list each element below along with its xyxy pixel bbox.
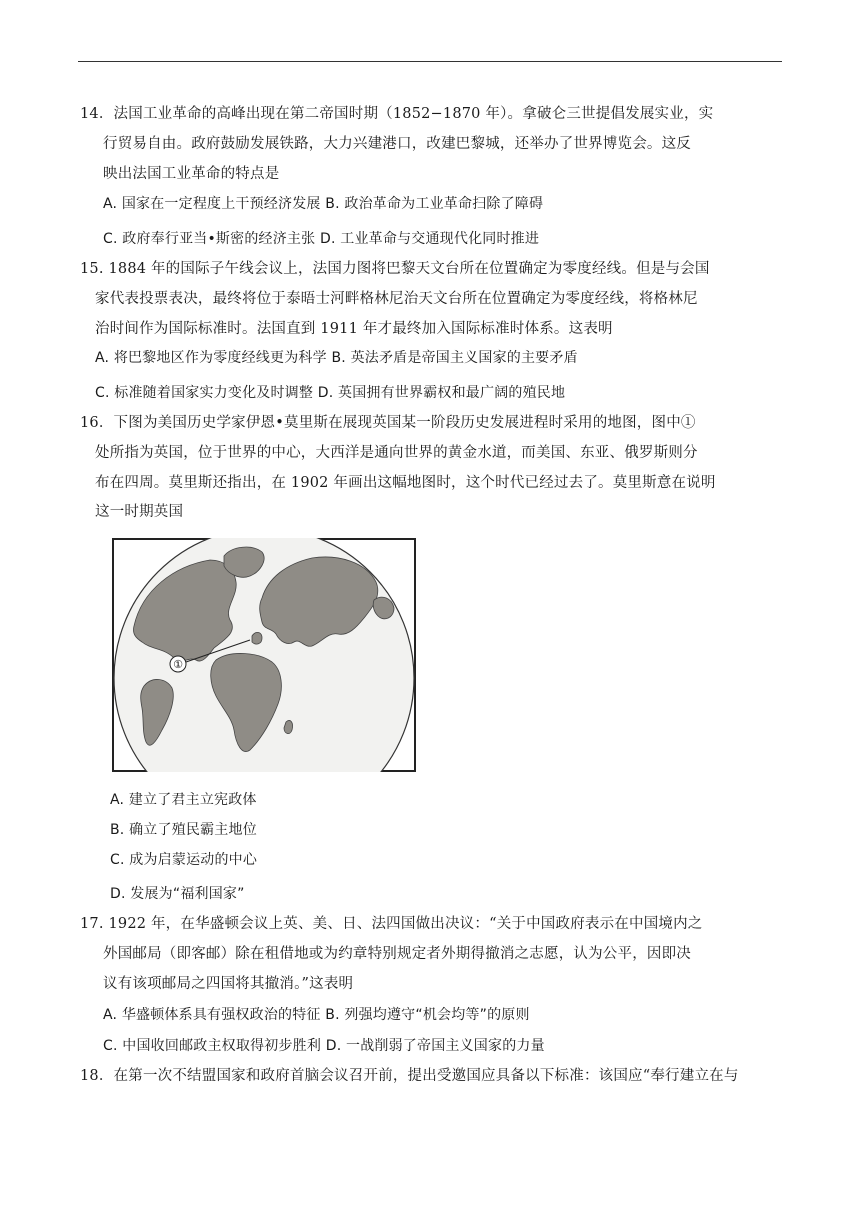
q16-stem-line-4: 这一时期英国: [95, 504, 184, 520]
q17-option-line-1[interactable]: A. 华盛顿体系具有强权政治的特征 B. 列强均遵守“机会均等”的原则: [103, 1007, 530, 1023]
q14-stem-line-1: 14．法国工业革命的高峰出现在第二帝国时期（1852−1870 年）。拿破仑三世提倡发展实业，实: [80, 106, 714, 122]
q16-option-c[interactable]: C. 成为启蒙运动的中心: [110, 852, 258, 868]
q18-stem-line-1: 18．在第一次不结盟国家和政府首脑会议召开前，提出受邀国应具备以下标准：该国应“奉行建立在与: [80, 1068, 739, 1084]
q15-stem-line-1: 15. 1884 年的国际子午线会议上，法国力图将巴黎天文台所在位置确定为零度经线。但是与会国: [80, 261, 710, 277]
q16-option-b[interactable]: B. 确立了殖民霸主地位: [110, 822, 257, 838]
q16-stem-line-2: 处所指为英国，位于世界的中心，大西洋是通向世界的黄金水道，而美国、东亚、俄罗斯则分: [95, 445, 698, 461]
q16-option-d[interactable]: D. 发展为“福利国家”: [110, 886, 245, 902]
q17-option-line-2[interactable]: C. 中国收回邮政主权取得初步胜利 D. 一战削弱了帝国主义国家的力量: [103, 1038, 545, 1054]
q17-stem-line-3: 议有该项邮局之四国将其撤消。”这表明: [103, 976, 354, 992]
header-rule: [78, 61, 782, 62]
q15-stem-line-2: 家代表投票表决，最终将位于泰晤士河畔格林尼治天文台所在位置确定为零度经线，将格林尼: [95, 291, 698, 307]
q14-stem-line-3: 映出法国工业革命的特点是: [103, 166, 280, 182]
q14-option-line-1[interactable]: A. 国家在一定程度上干预经济发展 B. 政治革命为工业革命扫除了障碍: [103, 196, 544, 212]
q14-stem-line-2: 行贸易自由。政府鼓励发展铁路，大力兴建港口，改建巴黎城，还举办了世界博览会。这反: [103, 136, 691, 152]
q16-option-a[interactable]: A. 建立了君主立宪政体: [110, 792, 257, 808]
q15-option-line-2[interactable]: C. 标准随着国家实力变化及时调整 D. 英国拥有世界霸权和最广阔的殖民地: [95, 385, 566, 401]
q17-stem-line-2: 外国邮局（即客邮）除在租借地或为约章特别规定者外期得撤消之志愿，认为公平，因即决: [103, 946, 691, 962]
q15-option-line-1[interactable]: A. 将巴黎地区作为零度经线更为科学 B. 英法矛盾是帝国主义国家的主要矛盾: [95, 350, 578, 366]
british-isles-landmass: [252, 632, 262, 644]
world-map-figure: [112, 538, 416, 772]
q17-stem-line-1: 17. 1922 年，在华盛顿会议上英、美、日、法四国做出决议：“关于中国政府表示在中国境内之: [80, 916, 703, 932]
q16-stem-line-1: 16．下图为美国历史学家伊恩•莫里斯在展现英国某一阶段历史发展进程时采用的地图，图中①: [80, 415, 696, 431]
q14-option-line-2[interactable]: C. 政府奉行亚当•斯密的经济主张 D. 工业革命与交通现代化同时推进: [103, 231, 540, 247]
q16-stem-line-3: 布在四周。莫里斯还指出，在 1902 年画出这幅地图时，这个时代已经过去了。莫里斯意在说明: [95, 475, 716, 491]
map-marker-label: ①: [173, 658, 183, 671]
q15-stem-line-3: 治时间作为国际标准时。法国直到 1911 年才最终加入国际标准时体系。这表明: [95, 321, 613, 337]
